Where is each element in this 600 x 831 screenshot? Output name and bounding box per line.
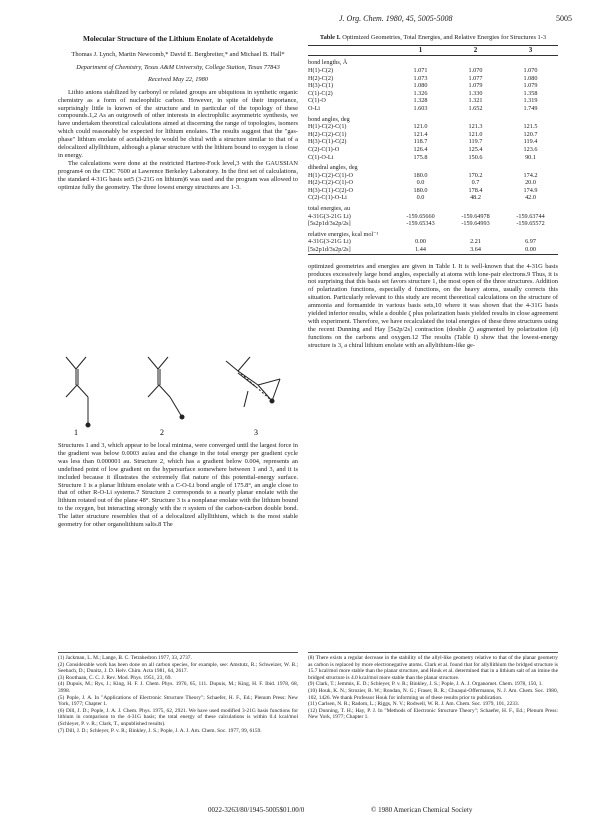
table-row [308, 154, 558, 162]
table-section-header [308, 202, 558, 213]
table-cell: -159.64993 [461, 220, 490, 228]
footnote: (5) Pople, J. A. In "Applications of Electronic Structure Theory"; Schaefer, H. F., Ed.; Plenum Press: New York, 1977; Chapter 1. [58, 694, 298, 708]
copyright: © 1980 American Chemical Society [371, 806, 473, 814]
table-cell: 175.8 [413, 153, 428, 161]
table-body [308, 56, 558, 254]
column-header-3: 3 [503, 45, 558, 56]
article-code: 0022-3263/80/1945-5005$01.00/0 [208, 806, 305, 814]
paragraph-structures: Structures 1 and 3, which appear to be local minima, were converged until the largest force in the gradient was below 0.0003 au/au and the change in the total energy per gradient cycle was less than 0.000001 au. Structure 2, which has a gradient below 0.004, represents an undefined point of low gradient on the hypersurface somewhere between 1 and 3, and it is included because it illustrates the extremely flat nature of this potential-energy surface. Structure 1 is a planar lithium enolate with a C-O-Li bond angle of 175.8°, an angle close to that of other R-O-Li systems.7 Structure 2 corresponds to a nearly planar enolate with the lithium rotated out of the plane 48°. Structure 3 is a nonplanar enolate with the lithium bound to the oxygen, but interacting strongly with the π system of the carbon-carbon double bond. The latter structure resembles that of a delocalized allyllithium, which is the most stable geometry for other organolithium salts.8 The [58, 442, 298, 529]
row-label: H(2)-C(2)-C(1) [308, 130, 347, 138]
table-row [308, 75, 558, 83]
row-label: C(1)-O-Li [308, 153, 334, 161]
structure-2-drawing [148, 357, 182, 417]
author-list: Thomas J. Lynch, Martin Newcomb,* David E. Bergbreiter,* and Michael B. Hall* [71, 51, 285, 58]
table-cell: 178.4 [468, 186, 483, 194]
table-cell: 126.4 [413, 145, 428, 153]
table-row [308, 220, 558, 228]
table-cell: 1.070 [468, 66, 483, 74]
table-cell: 170.2 [468, 171, 483, 179]
row-label: H(3)-C(1)-C(2)-O [308, 186, 354, 194]
footnote: (1) Jackman, L. M.; Lange, B. C. Tetrahedron 1977, 33, 2737. [58, 655, 192, 661]
footnote: (6) Dill, J. D.; Pople, J. A. J. Chem. Phys. 1975, 62, 2921. We have used modified 3-21G basis functions for lithium in comparison to the 4-31G basis; the total energy of these calculations is within 0.4 kcal/mol (Schleyer, P. v. R.; Clark, T., unpublished results). [58, 707, 298, 727]
table-cell: 121.3 [468, 123, 483, 131]
table-cell: 123.6 [523, 145, 538, 153]
structure-label-2: 2 [160, 428, 164, 436]
footnote: (10) Houk, K. N.; Strozier, R. W.; Rondan, N. G.; Fraser, R. R.; Chuaqui-Offermanns, N. J. Am. Chem. Soc. 1980, 102, 1426. We thank Professor Houk for informing us of these results prior to publication. [308, 687, 558, 701]
table-cell: 174.9 [523, 186, 538, 194]
table-cell: 1.358 [523, 89, 538, 97]
table-cell: 1.080 [523, 74, 538, 82]
table-cell: 121.4 [413, 130, 428, 138]
footnotes-left [58, 652, 298, 734]
table-cell: 119.7 [468, 138, 483, 146]
page-number: 5005 [556, 14, 572, 23]
section-title: total energies, au [308, 205, 350, 213]
footnote: (8) There exists a regular decrease in the stability of the allyl-like geometry relative to that of the planar geometry as carbon is replaced by more electronegative atoms. Clark et al. found that for allyllithium the bridged structure is 15.7 kcal/mol more stable than the planar structure, and Houk et al. determined that in a lithium salt of an imine the bridged structure is 4.0 kcal/mol more stable than the planar structure. [308, 655, 558, 681]
table-row [308, 179, 558, 187]
section-title: dihedral angles, deg [308, 164, 358, 172]
table-cell: 1.328 [413, 97, 428, 105]
table-row [308, 238, 558, 246]
table-cell: 1.077 [468, 74, 483, 82]
row-label: 4-31G(3-21G Li) [308, 212, 351, 220]
row-label: H(1)-C(2)-C(1)-O [308, 171, 354, 179]
row-label: C(1)-C(2) [308, 89, 333, 97]
table-cell: 1.652 [468, 104, 483, 112]
footnote: (11) Carlsen, N. R.; Radom, L.; Riggs, N. V.; Rodwell, W. R. J. Am. Chem. Soc. 1979, 101, 2233. [308, 701, 520, 708]
table-cell: 42.0 [525, 194, 536, 202]
table-cell: 1.321 [468, 97, 483, 105]
structures-figure [58, 351, 298, 436]
table-section-header [308, 161, 558, 172]
table-row [308, 123, 558, 131]
row-label: [5s2p1d/3s2p/2s] [308, 246, 393, 254]
table-row [308, 213, 558, 221]
row-label: H(3)-C(1) [308, 82, 334, 90]
table-row [308, 146, 558, 154]
section-title: bond angles, deg [308, 115, 350, 123]
table-cell: 121.5 [523, 123, 538, 131]
table-row [308, 90, 558, 98]
table-section-header [308, 56, 558, 67]
row-label: C(2)-C(1)-O [308, 145, 340, 153]
table-cell: 1.330 [468, 89, 483, 97]
affiliation: Department of Chemistry, Texas A&M University, College Station, Texas 77843 [76, 63, 280, 71]
table-cell: -159.64978 [461, 212, 490, 220]
paragraph-discussion: optimized geometries and energies are given in Table I. It is well-known that the 4-31G basis produces excessively large bond angles, especially at atoms with lone-pair electrons.9 Thus, it is not surprising that this basis set favors structure 1, the most open of the three structures. Addition of polarization functions, especially d functions, on the heavy atoms, usually corrects this situation. Particularly relevant to this study are recent theoretical calculations on the structure of ammonia and formamide in various basis sets,10 where it was shown that the 4-31G basis yielded inferior results, while a double ζ plus polarization basis yielded results in close agreement with experiment. Therefore, we have recalculated the total energies of these three structures using the recent Dunning and Hay [5s2p/2s] contraction (double ζ) augmented by polarization (d) functions on the carbons and oxygen.12 The results (Table I) show that the lowest-energy structure is 3, a chiral lithium enolate with an allylithium-like ge- [308, 262, 558, 349]
table-row [308, 194, 558, 202]
row-label: H(2)-C(2) [308, 74, 334, 82]
row-label: H(2)-C(2)-C(1)-O [308, 179, 354, 187]
table-cell: 119.4 [523, 138, 538, 146]
column-header-2: 2 [448, 45, 503, 56]
row-label: C(2)-C(1)-O-Li [308, 194, 347, 202]
row-label: O-Li [308, 104, 321, 112]
left-column [58, 34, 298, 192]
table-cell: 1.073 [413, 74, 428, 82]
row-label: H(1)-C(2)-C(1) [308, 123, 347, 131]
table-cell: 0.00 [415, 238, 426, 246]
table-row [308, 138, 558, 146]
table-cell: 1.079 [523, 82, 538, 90]
table-cell: 121.0 [413, 123, 428, 131]
table-caption-text: Optimized Geometries, Total Energies, and Relative Energies for Structures 1-3 [342, 34, 547, 41]
column-header-1: 1 [393, 45, 448, 56]
table-cell: 0.0 [416, 194, 425, 202]
table-cell: 48.2 [470, 194, 481, 202]
table-row [308, 131, 558, 139]
structure-label-1: 1 [74, 428, 78, 436]
table-cell: 0.7 [471, 179, 480, 187]
left-column-continued [58, 442, 298, 529]
table-section-header [308, 228, 558, 239]
table-cell: 6.97 [525, 238, 536, 246]
row-label: H(3)-C(1)-C(2) [308, 138, 347, 146]
table-cell: -159.63744 [516, 212, 545, 220]
right-column [308, 34, 558, 350]
section-title: relative energies, kcal mol⁻¹ [308, 230, 379, 238]
table-cell: 1.071 [413, 66, 428, 74]
footnotes-right [308, 652, 558, 721]
table-cell: -159.65572 [516, 220, 545, 228]
table-cell: 1.44 [393, 246, 448, 254]
paragraph-intro: Lithio anions stabilized by carbonyl or related groups are ubiquitous in synthetic organic chemistry as a form of nucleophilic carbon. However, in spite of their importance, surprisingly little is known of the structure and in particular of the topology of these compounds.1,2 As an outgrowth of other interests in electrophilic asymmetric synthesis, we have undertaken theoretical calculations aimed at discerning the range of topologies, isomers which could reasonably be expected for lithium enolates. The results suggest that the "gas-phase" lithium enolate of acetaldehyde would be chiral with a structure similar to that of a delocalized allyllithium, although a planar structure with the lithium bound to oxygen is close in energy. [58, 88, 298, 159]
table-cell: 1.070 [523, 66, 538, 74]
table-cell: 0.0 [416, 179, 425, 187]
section-title: bond lengths, Å [308, 59, 348, 67]
table-cell: 1.749 [523, 104, 538, 112]
table-cell: 125.4 [468, 145, 483, 153]
table-row [308, 82, 558, 90]
table-cell: 180.0 [413, 186, 428, 194]
footnote: (7) Dill, J. D.; Schleyer, P. v. R.; Binkley, J. S.; Pople, J. A. J. Am. Chem. Soc. 1977, 99, 6159. [58, 727, 262, 734]
table-cell: -159.65343 [406, 220, 435, 228]
table-cell: 1.080 [413, 82, 428, 90]
table-cell: 1.326 [413, 89, 428, 97]
footnote: (3) Roothaan, C. C. J. Rev. Mod. Phys. 1951, 23, 69. [58, 674, 172, 681]
table-cell: 20.0 [525, 179, 536, 187]
table-cell: 180.0 [413, 171, 428, 179]
table-row [308, 105, 558, 113]
structure-label-3: 3 [254, 428, 258, 436]
table-row [308, 97, 558, 105]
table-section-header [308, 113, 558, 124]
received-date: Received May 22, 1980 [148, 75, 208, 83]
footnote: (12) Dunning, T. H.; Hay, P. J. In "Methods of Electronic Structure Theory"; Schaefer, H. F., Ed.; Plenum Press: New York, 1977; Chapter 1. [308, 707, 558, 721]
table-cell: 1.079 [468, 82, 483, 90]
table-cell: 150.6 [468, 153, 483, 161]
table-row [308, 67, 558, 75]
article-title: Molecular Structure of the Lithium Enolate of Acetaldehyde [82, 34, 274, 43]
footnote: (9) Clark, T.; Jemmis, E. D.; Schleyer, P. v. R.; Binkley, J. S.; Pople, J. A. J. Organomet. Chem. 1978, 150, 1. [308, 681, 543, 688]
table-cell: 2.21 [470, 238, 481, 246]
running-header: J. Org. Chem. 1980, 45, 5005-5008 [339, 14, 453, 23]
results-table [308, 45, 558, 255]
table-caption [308, 34, 558, 42]
table-row [308, 246, 558, 254]
table-row [308, 172, 558, 180]
table-cell: 118.7 [413, 138, 428, 146]
row-label: C(1)-O [308, 97, 326, 105]
table-cell: 3.64 [448, 246, 503, 254]
footnote: (4) Dupuis, M.; Rys, J.; King, H. F. J. Chem. Phys. 1976, 65, 111. Dupuis, M.; King, H. F. Ibid. 1978, 68, 3998. [58, 681, 298, 694]
table-row [308, 187, 558, 195]
table-cell: 1.603 [413, 104, 428, 112]
table-cell: 90.1 [525, 153, 536, 161]
table-cell: -159.65660 [406, 212, 435, 220]
table-cell: 0.00 [503, 246, 558, 254]
footnote: (2) Considerable work has been done on all carbon species, for example, see: Amstutz, R.; Schweizer, W. B.; Seebach, D.; Dunitz, J. D. Helv. Chim. Acta 1981, 64, 2617. [58, 661, 298, 675]
row-label: 4-31G(3-21G Li) [308, 238, 351, 246]
row-label: [5s2p1d/3s2p/2s] [308, 220, 351, 228]
structure-1-drawing [66, 357, 88, 425]
table-label: Table I. [319, 34, 341, 41]
row-label: H(1)-C(2) [308, 66, 334, 74]
paragraph-methods: The calculations were done at the restricted Hartree-Fock level,3 with the GAUSSIAN program4 on the CDC 7600 at Lawrence Berkeley Laboratory. In the first set of calculations, the standard 4-31G basis set5 (3-21G on lithium)6 was used and the program was allowed to optimize fully the geometry. The three lowest energy structures are 1-3. [58, 159, 298, 191]
table-cell: 1.319 [523, 97, 538, 105]
table-cell: 121.0 [468, 130, 483, 138]
table-cell: 174.2 [523, 171, 538, 179]
table-cell: 120.7 [523, 130, 538, 138]
